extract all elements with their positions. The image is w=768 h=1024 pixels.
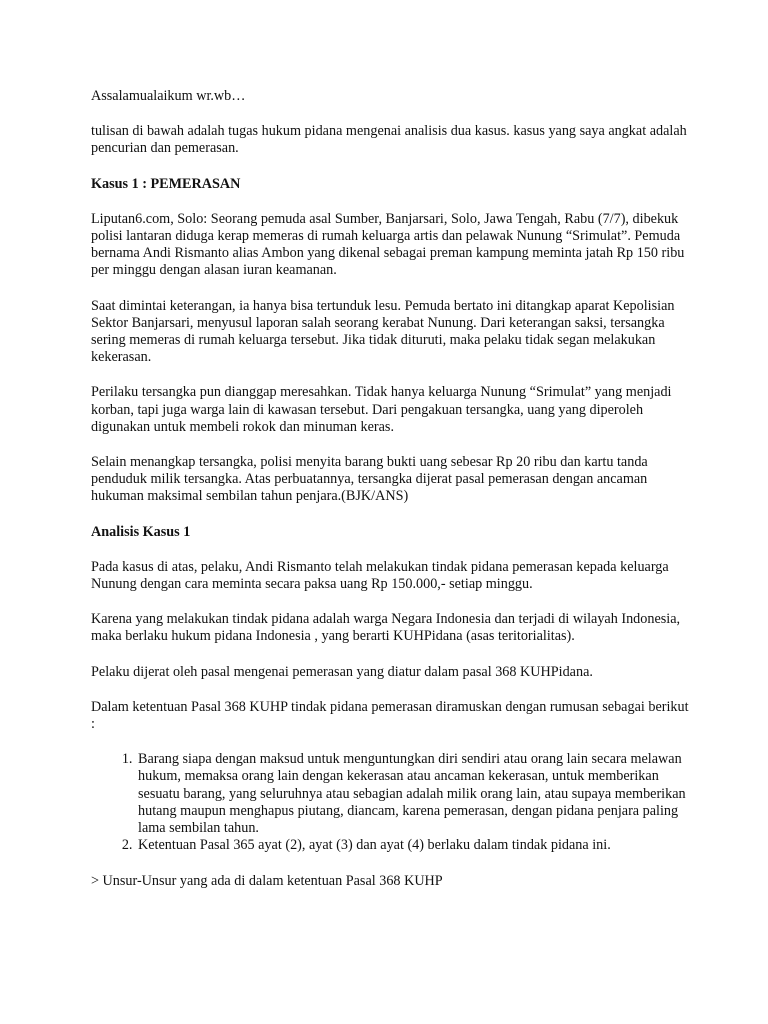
case-1-paragraph: Perilaku tersangka pun dianggap meresahkan. Tidak hanya keluarga Nunung “Srimulat” yang menjadi korban, tapi juga warga lain di kawasan tersebut. Dari pengakuan tersangka, uang yang diperoleh digunakan untuk membeli rokok dan minuman keras. <box>91 384 672 435</box>
case-1-paragraph: Liputan6.com, Solo: Seorang pemuda asal Sumber, Banjarsari, Solo, Jawa Tengah, Rabu (7/7), dibekuk polisi lantaran diduga kerap memeras di rumah keluarga artis dan pelawak Nunung “Srimulat”. Pemuda bernama Andi Rismanto alias Ambon yang dikenal sebagai preman kampung meminta jatah Rp 150 ribu per minggu dengan alasan iuran keamanan. <box>91 210 685 279</box>
article-368-list <box>91 751 691 854</box>
greeting: Assalamualaikum wr.wb… <box>91 88 246 104</box>
document-page <box>91 88 691 908</box>
list-item: 1. Barang siapa dengan maksud untuk menguntungkan diri sendiri atau orang lain secara melawan hukum, memaksa orang lain dengan kekerasan atau ancaman kekerasan, untuk memberikan sesuatu barang, yang seluruhnya atau sebagian adalah milik orang lain, atau supaya memberikan hutang maupun menghapus piutang, diancam, karena pemerasan, dengan pidana penjara paling lama sembilan tahun. <box>136 751 691 837</box>
case-1-paragraph: Saat dimintai keterangan, ia hanya bisa tertunduk lesu. Pemuda bertato ini ditangkap aparat Kepolisian Sektor Banjarsari, menyusul laporan salah seorang kerabat Nunung. Dari keterangan saksi, tersangka sering memeras di rumah keluarga tersebut. Jika tidak dituruti, maka pelaku tidak segan melakukan kekerasan. <box>91 297 675 366</box>
list-item: 2. Ketentuan Pasal 365 ayat (2), ayat (3) dan ayat (4) berlaku dalam tindak pidana ini. <box>136 837 691 854</box>
analysis-paragraph: Pelaku dijerat oleh pasal mengenai pemerasan yang diatur dalam pasal 368 KUHPidana. <box>91 663 593 680</box>
analysis-paragraph: Dalam ketentuan Pasal 368 KUHP tindak pidana pemerasan diramuskan dengan rumusan sebagai berikut : <box>91 698 689 733</box>
analysis-paragraph: Karena yang melakukan tindak pidana adalah warga Negara Indonesia dan terjadi di wilayah Indonesia, maka berlaku hukum pidana Indonesia , yang berarti KUHPidana (asas teritorialitas). <box>91 611 681 645</box>
analysis-heading: Analisis Kasus 1 <box>91 523 191 540</box>
intro-paragraph: tulisan di bawah adalah tugas hukum pidana mengenai analisis dua kasus. kasus yang saya angkat adalah pencurian dan pemerasan. <box>91 123 687 157</box>
case-1-heading: Kasus 1 : PEMERASAN <box>91 175 241 192</box>
case-1-paragraph: Selain menangkap tersangka, polisi menyita barang bukti uang sebesar Rp 20 ribu dan kartu tanda penduduk milik tersangka. Atas perbuatannya, tersangka dijerat pasal pemerasan dengan ancaman hukuman maksimal sembilan tahun penjara.(BJK/ANS) <box>91 454 648 505</box>
closing-line: > Unsur-Unsur yang ada di dalam ketentuan Pasal 368 KUHP <box>91 872 443 889</box>
analysis-paragraph: Pada kasus di atas, pelaku, Andi Rismanto telah melakukan tindak pidana pemerasan kepada keluarga Nunung dengan cara meminta secara paksa uang Rp 150.000,- setiap minggu. <box>91 558 669 593</box>
